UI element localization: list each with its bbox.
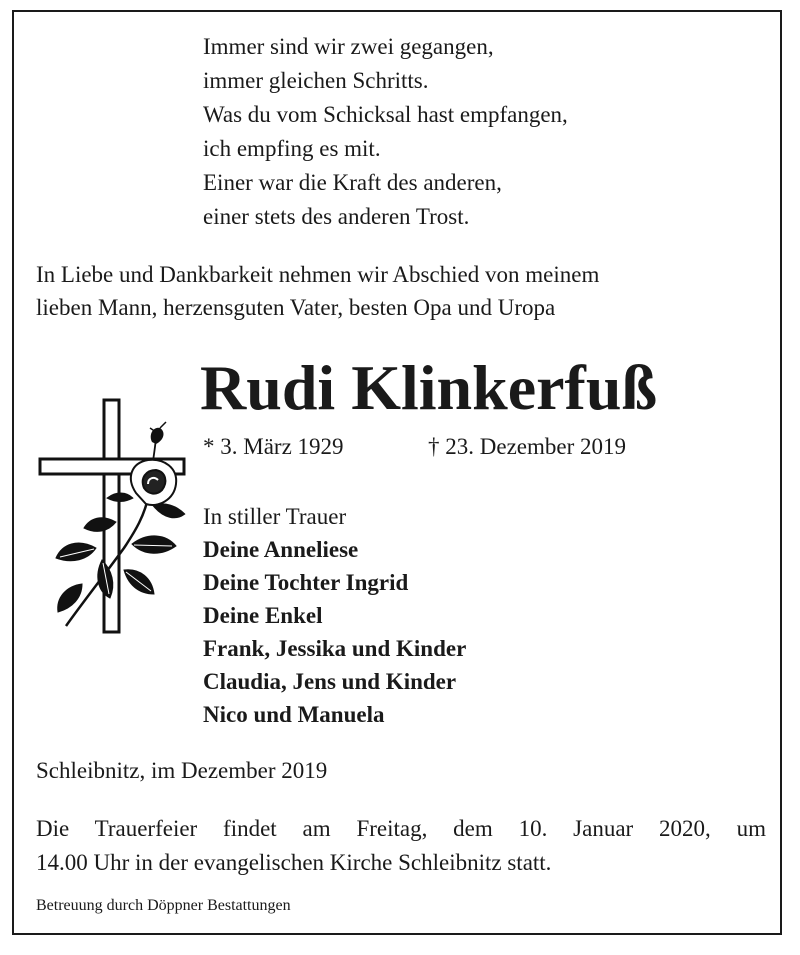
mourner-name: Deine Anneliese (203, 537, 359, 562)
mourner-name: Deine Enkel (203, 603, 323, 628)
mourner-name: Claudia, Jens und Kinder (203, 669, 457, 694)
funeral-service-info (36, 812, 766, 880)
mourner-name: Frank, Jessika und Kinder (203, 636, 467, 661)
poem-line: ich empfing es mit. (203, 136, 381, 161)
mourners (203, 500, 466, 731)
place-and-date: Schleibnitz, im Dezember 2019 (36, 758, 328, 783)
mourner-name: Nico und Manuela (203, 702, 385, 727)
cross-with-rose (36, 398, 196, 643)
mourner-name: Deine Tochter Ingrid (203, 570, 409, 595)
death-date: † 23. Dezember 2019 (428, 434, 626, 459)
poem (203, 30, 568, 234)
poem-line: Einer war die Kraft des anderen, (203, 170, 502, 195)
farewell-text (36, 258, 766, 324)
service-line-2: 14.00 Uhr in der evangelischen Kirche Schleibnitz statt. (36, 850, 552, 875)
cross-icon (36, 398, 196, 638)
mourners-heading: In stiller Trauer (203, 504, 347, 529)
undertaker-credit: Betreuung durch Döppner Bestattungen (36, 897, 291, 914)
poem-line: Was du vom Schicksal hast empfangen, (203, 102, 568, 127)
farewell-line-1: In Liebe und Dankbarkeit nehmen wir Abschied von meinem (36, 262, 600, 287)
deceased-name: Rudi Klinkerfuß (200, 352, 658, 423)
service-line-1: Die Trauerfeier findet am Freitag, dem 10. Januar 2020, um (36, 816, 766, 841)
birth-date: * 3. März 1929 (203, 434, 344, 459)
poem-line: Immer sind wir zwei gegangen, (203, 34, 494, 59)
poem-line: immer gleichen Schritts. (203, 68, 429, 93)
poem-line: einer stets des anderen Trost. (203, 204, 470, 229)
farewell-line-2: lieben Mann, herzensguten Vater, besten Opa und Uropa (36, 295, 556, 320)
